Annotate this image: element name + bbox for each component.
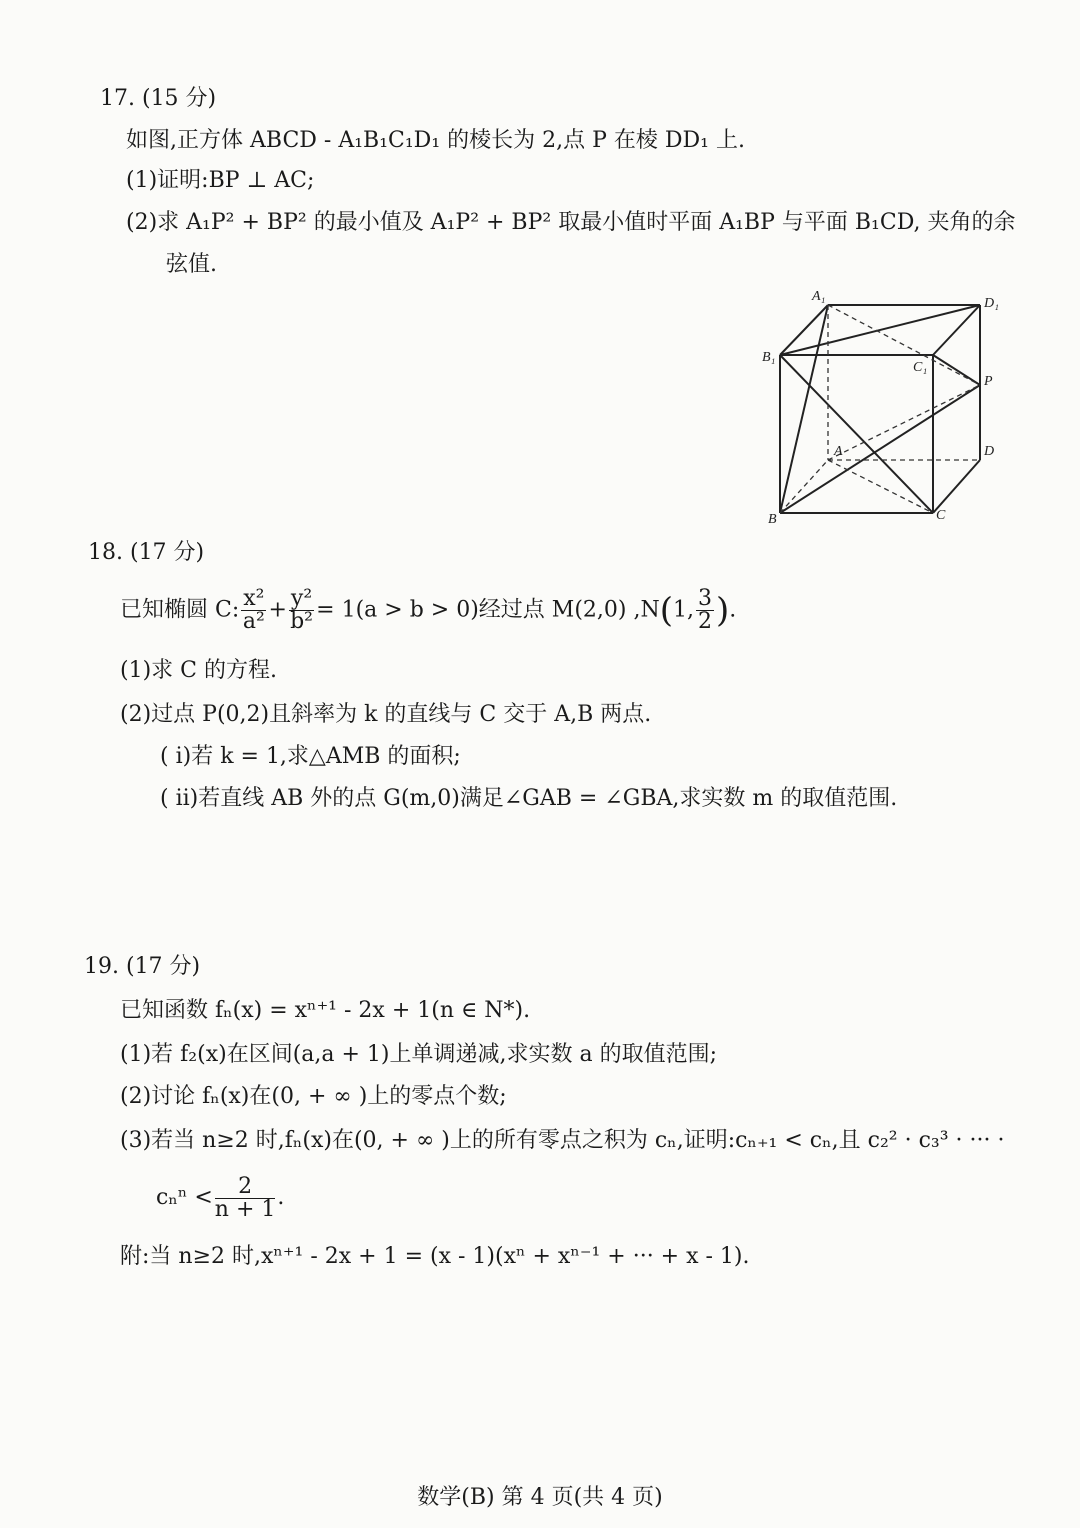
q19-part1: (1)若 f₂(x)在区间(a,a + 1)上单调递减,求实数 a 的取值范围;: [120, 1042, 718, 1067]
page-footer: 数学(B) 第 4 页(共 4 页): [417, 1485, 663, 1510]
q19-part3: (3)若当 n≥2 时,fₙ(x)在(0, + ∞ )上的所有零点之积为 cₙ,证明:cₙ₊₁ < cₙ,且 c₂² · c₃³ · ··· ·: [120, 1128, 1005, 1153]
q18-sub-i: ( ⅰ)若 k = 1,求△AMB 的面积;: [160, 744, 461, 769]
label-c: C: [936, 508, 946, 523]
q17-header: 17. (15 分): [100, 86, 217, 111]
q18-intro-pre: 已知椭圆 C:: [120, 597, 240, 623]
q19-header: 19. (17 分): [84, 954, 201, 979]
q18-intro-mid: = 1(a > b > 0)经过点 M(2,0) ,N: [316, 597, 660, 623]
q17-part2-cont: 弦值.: [166, 252, 217, 277]
q17-part1: (1)证明:BP ⊥ AC;: [126, 168, 315, 193]
q18-frac-y: $\frac{\text{y²}}{\text{b²}}$: [290, 586, 313, 634]
q17-part2: (2)求 A₁P² + BP² 的最小值及 A₁P² + BP² 取最小值时平面 A₁BP 与平面 B₁CD, 夹角的余: [126, 210, 1016, 235]
label-d: D: [984, 444, 995, 459]
label-a1: A₁: [812, 289, 826, 304]
label-a: A: [834, 444, 843, 459]
label-b1: B₁: [762, 350, 776, 365]
q18-frac-x: $\frac{\text{x²}}{\text{a²}}$: [242, 586, 265, 634]
q18-part2: (2)过点 P(0,2)且斜率为 k 的直线与 C 交于 A,B 两点.: [120, 702, 652, 727]
q17-intro: 如图,正方体 ABCD - A₁B₁C₁D₁ 的棱长为 2,点 P 在棱 DD₁ 上.: [126, 128, 745, 153]
q19-frac: $\frac{2}{n + 1}$: [214, 1173, 276, 1222]
cube-figure: [750, 285, 1010, 535]
label-p: P: [984, 374, 993, 389]
q19-part2: (2)讨论 fₙ(x)在(0, + ∞ )上的零点个数;: [120, 1084, 507, 1109]
q19-appendix: 附:当 n≥2 时,xⁿ⁺¹ - 2x + 1 = (x - 1)(xⁿ + xⁿ⁻¹ + ··· + x - 1).: [120, 1244, 750, 1269]
q18-frac-3-2: $\frac{3}{2}$: [697, 586, 712, 634]
label-d1: D₁: [984, 296, 999, 311]
q18-part1: (1)求 C 的方程.: [120, 658, 277, 683]
q18-sub-ii: ( ⅱ)若直线 AB 外的点 G(m,0)满足∠GAB = ∠GBA,求实数 m 的取值范围.: [160, 786, 898, 811]
q18-header: 18. (17 分): [88, 540, 205, 565]
q19-intro: 已知函数 fₙ(x) = xⁿ⁺¹ - 2x + 1(n ∈ N*).: [120, 998, 531, 1023]
q18-intro: 已知椭圆 C: $\frac{\text{x²}}{\text{a²}}$ + $\frac{\text{y²}}{\text{b²}}$ = 1(a > b > 0)经过点 M(2,0) ,N(1, $\frac{3}{2}$ ).: [120, 586, 737, 634]
label-b: B: [768, 512, 777, 527]
label-c1: C₁: [913, 360, 928, 375]
q19-inequality: cₙⁿ < $\frac{2}{n + 1}$ .: [156, 1173, 285, 1222]
